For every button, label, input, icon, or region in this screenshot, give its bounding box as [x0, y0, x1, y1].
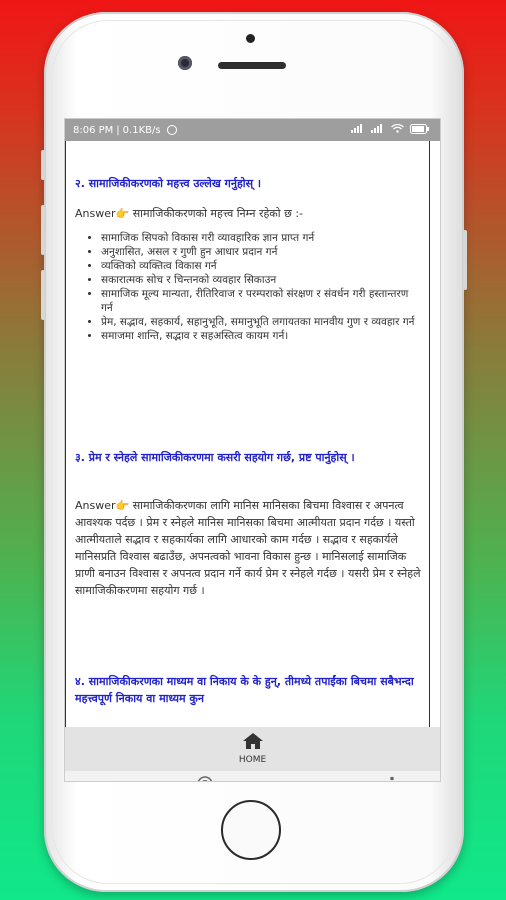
phone-home-button[interactable] [221, 800, 281, 860]
battery-icon [410, 124, 430, 137]
content-border-right [429, 141, 430, 727]
earpiece-speaker [218, 62, 286, 69]
answer-3-text: सामाजिकीकरणका लागि मानिस मानिसका बिचमा विश्वास र अपनत्व आवश्यक पर्दछ । प्रेम र स्नेहले मानिस मानिसका बिचमा आत्मीयता प्रदान गर्दछ । यस्तो आत्मीयताले सद्भाव र सहकार्यका लागि आधारको काम गर्दछ । सद्भाव र सहकार्यले मानिसप्रति विश्वास बढाउँछ, अपनत्वको भावना विकास हुन्छ । मानिसलाई सामाजिक प्राणी बनाउन विश्वास र अपनत्व प्रदान गर्ने कार्य प्रेम र स्नेहले गर्दछ । यसरी प्रेम र स्नेहले सामाजिकीकरणमा सहयोग गर्छ । [75, 499, 421, 597]
phone-power-button [463, 230, 467, 290]
answer-label: Answer👉 [75, 207, 130, 220]
phone-side-button [41, 205, 45, 255]
bottom-nav-home[interactable] [65, 727, 440, 771]
proximity-sensor [246, 34, 255, 43]
phone-side-button [41, 270, 45, 320]
back-button-icon[interactable] [292, 777, 304, 783]
system-nav-bar [65, 771, 440, 782]
phone-side-button [41, 150, 45, 180]
signal-icon [351, 124, 365, 136]
question-3-title: ३. प्रेम र स्नेहले सामाजिकीकरणमा कसरी सहयोग गर्छ, प्रष्ट पार्नुहोस् । [75, 451, 355, 464]
answer-3 [75, 497, 423, 599]
answer-2-intro-text: सामाजिकीकरणको महत्त्व निम्न रहेको छ :- [132, 207, 303, 220]
list-item: • अनुशासित, असल र गुणी हुन आधार प्रदान गर्न [101, 245, 415, 259]
list-item: • सामाजिक मूल्य मान्यता, रीतिरिवाज र परम्पराको संरक्षण र संवर्धन गरी हस्तान्तरण गर्न [101, 287, 415, 315]
content-border-left [65, 141, 66, 727]
phone-screen [64, 118, 441, 782]
list-item: • प्रेम, सद्भाव, सहकार्य, सहानुभूति, समानुभूति लगायतका मानवीय गुण र व्यवहार गर्न [101, 315, 415, 329]
answer-2-intro [75, 205, 423, 222]
list-item: • समाजमा शान्ति, सद्भाव र सहअस्तित्व कायम गर्न। [101, 329, 415, 343]
question-4-title: ४. सामाजिकीकरणका माध्यम वा निकाय के के हुन्, तीमध्ये तपाईंका बिचमा सबैभन्दा महत्त्वपूर्ण निकाय वा माध्यम कुन [75, 675, 414, 705]
home-label: HOME [238, 755, 267, 765]
question-2-title: २. सामाजिकीकरणको महत्त्व उल्लेख गर्नुहोस् । [75, 177, 262, 190]
home-icon [243, 733, 263, 753]
status-speed: 0.1KB/s [122, 124, 161, 136]
recents-button-icon[interactable] [105, 777, 117, 783]
alarm-icon [167, 125, 177, 135]
accessibility-icon[interactable] [384, 776, 400, 782]
status-bar: 8:06 PM | 0.1KB/s [65, 119, 440, 141]
status-time: 8:06 PM [73, 124, 114, 136]
answer-2-points [65, 231, 415, 343]
answer-label: Answer👉 [75, 499, 130, 512]
list-item: • सकारात्मक सोच र चिन्तनको व्यवहार सिकाउन [101, 273, 415, 287]
front-camera [178, 56, 192, 70]
list-item: • सामाजिक सिपको विकास गरी व्यावहारिक ज्ञान प्राप्त गर्न [101, 231, 415, 245]
home-button-icon[interactable] [197, 776, 213, 782]
list-item: • व्यक्तिको व्यक्तित्व विकास गर्न [101, 259, 415, 273]
wifi-icon [391, 124, 404, 136]
signal-icon [371, 124, 385, 136]
article-content[interactable] [65, 141, 440, 727]
